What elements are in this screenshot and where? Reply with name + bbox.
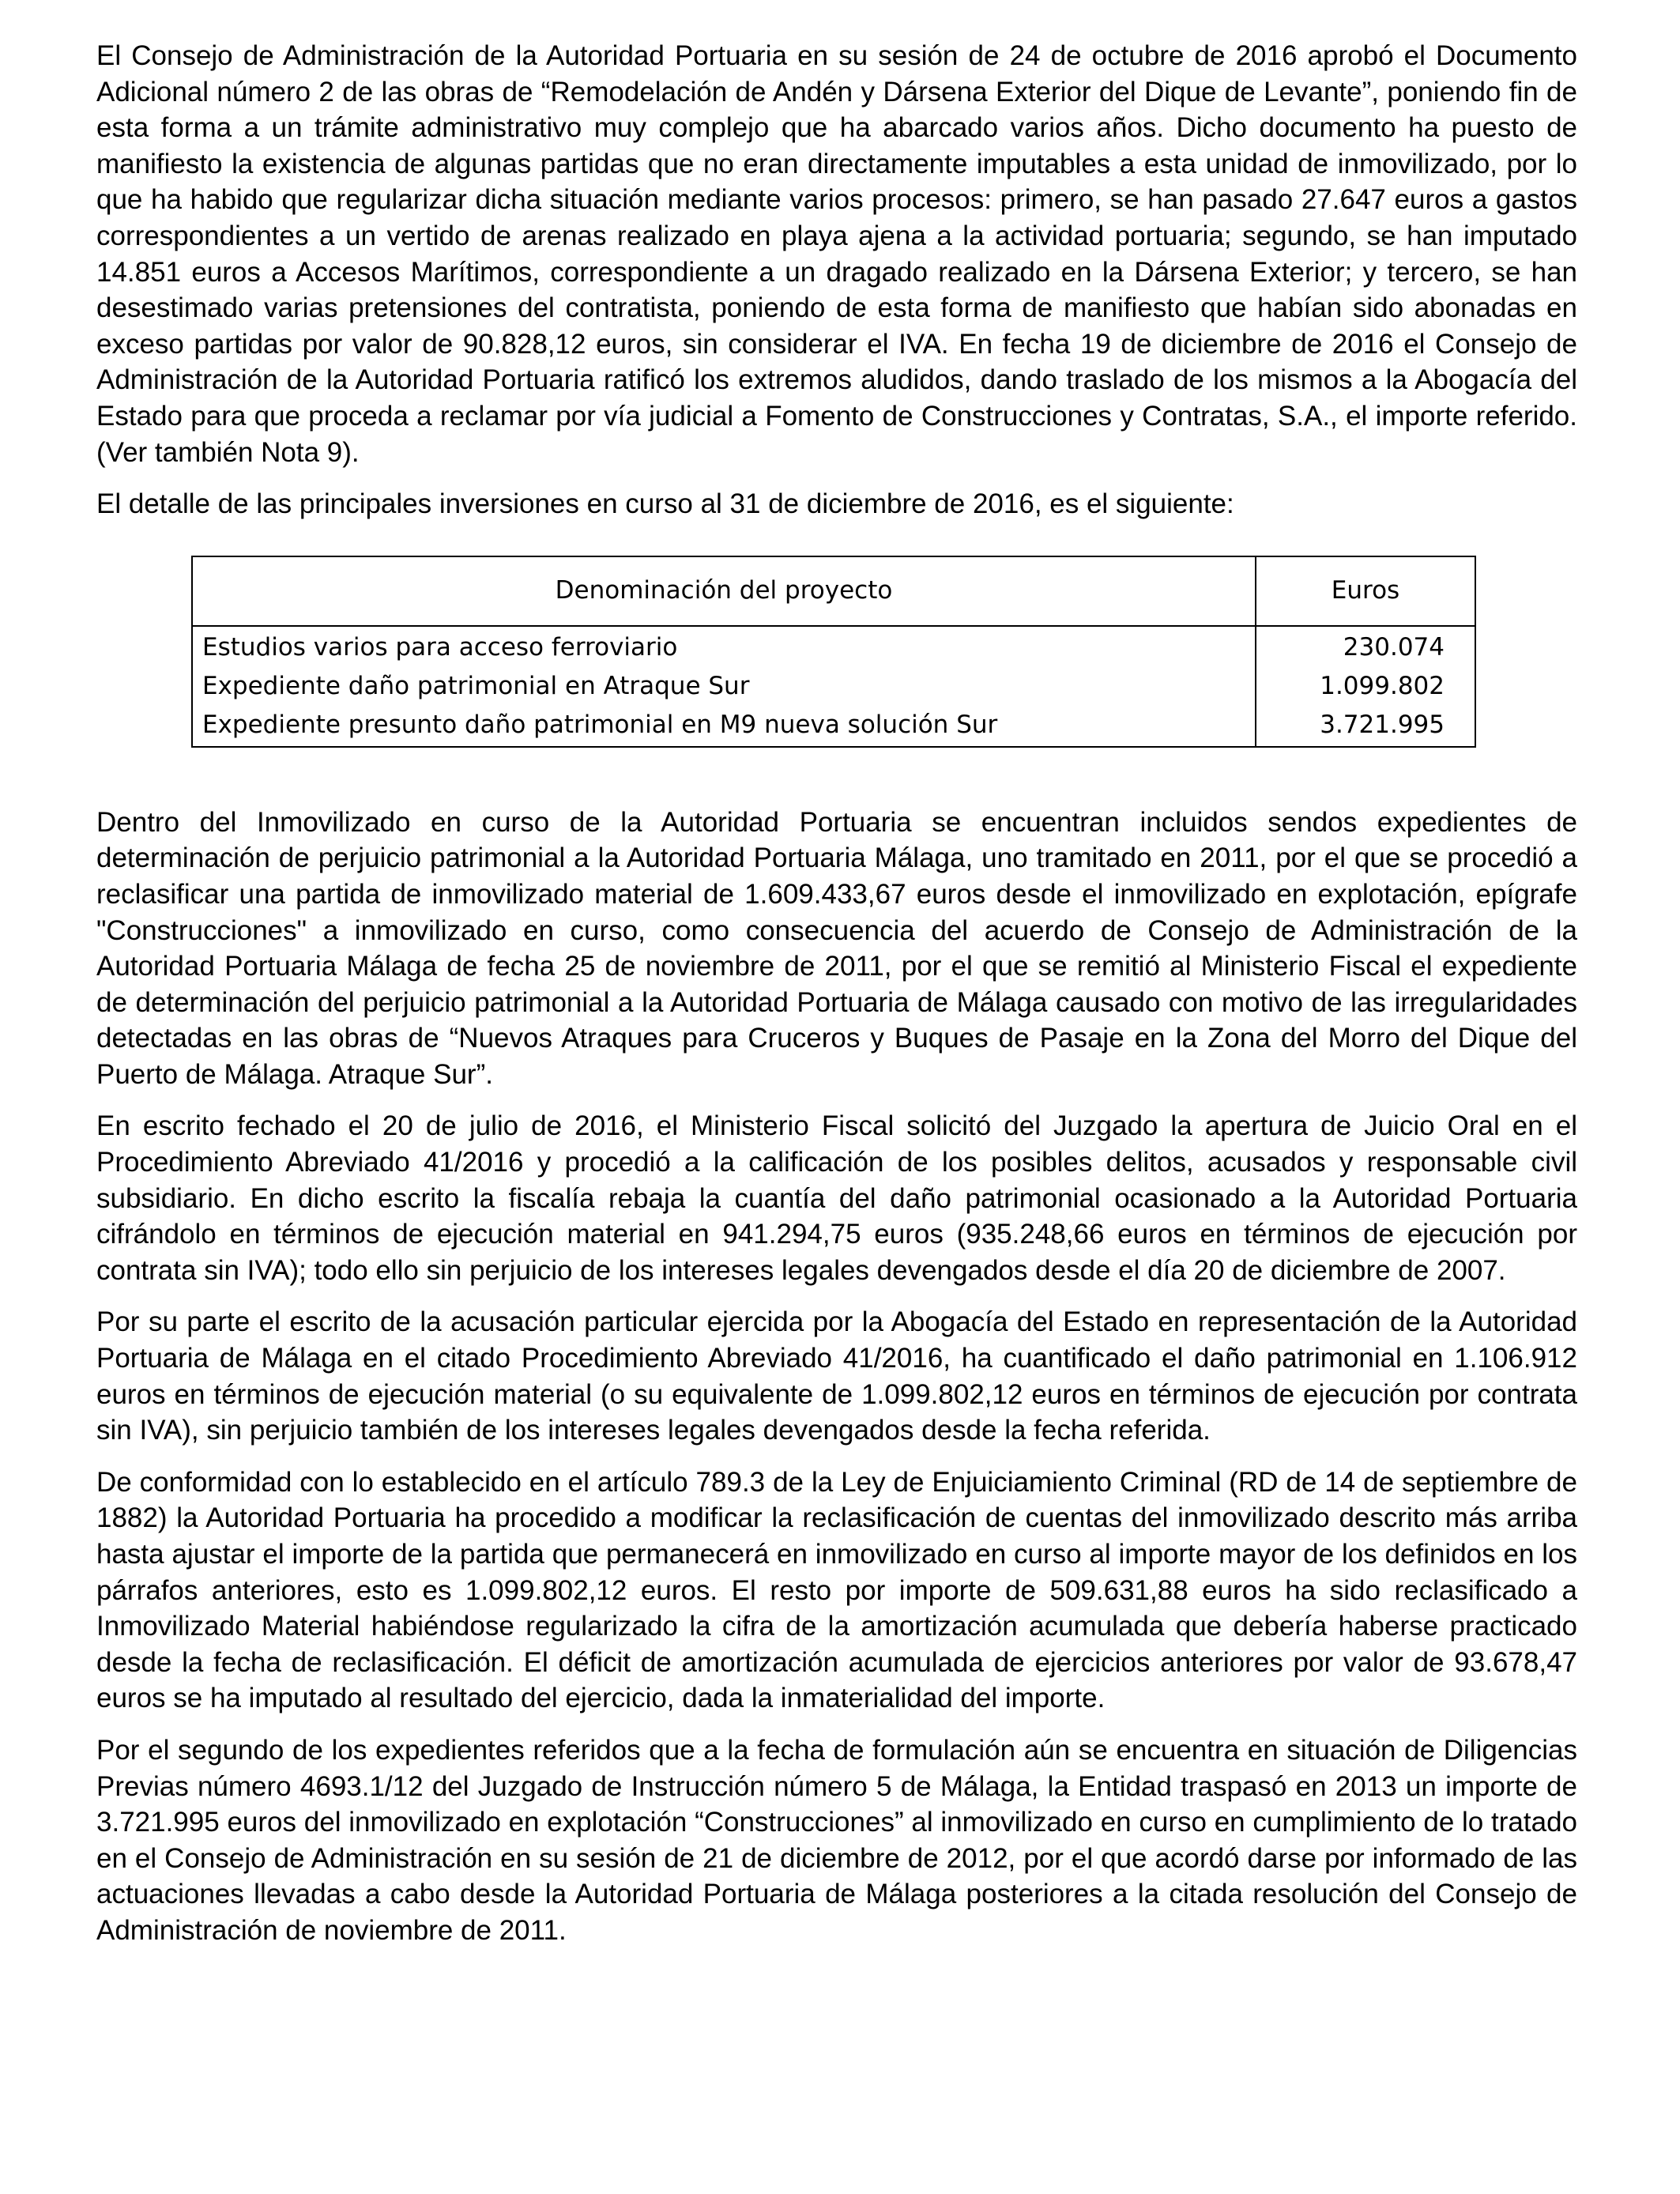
- paragraph-ministerio-fiscal: En escrito fechado el 20 de julio de 2016, el Ministerio Fiscal solicitó del Juzgado la apertura de Juicio Oral en el Procedimiento Abreviado 41/2016 y procedió a la calificación de los posibles delitos, acusados y responsable civil subsidiario. En dicho escrito la fiscalía rebaja la cuantía del daño patrimonial ocasionado a la Autoridad Portuaria cifrándolo en términos de ejecución material en 941.294,75 euros (935.248,66 euros en términos de ejecución por contrata sin IVA); todo ello sin perjuicio de los intereses legales devengados desde el día 20 de diciembre de 2007.: [96, 1110, 1577, 1286]
- investments-table: [191, 556, 1476, 748]
- paragraph-table-intro: El detalle de las principales inversiones en curso al 31 de diciembre de 2016, es el siguiente:: [96, 488, 1234, 520]
- paragraph-acusacion-particular: Por su parte el escrito de la acusación particular ejercida por la Abogacía del Estado en representación de la Autoridad Portuaria de Málaga en el citado Procedimiento Abreviado 41/2016, ha cuantificado el daño patrimonial en 1.106.912 euros en términos de ejecución material (o su equivalente de 1.099.802,12 euros en términos de ejecución por contrata sin IVA), sin perjuicio también de los intereses legales devengados desde la fecha referida.: [96, 1306, 1577, 1446]
- header-amount: Euros: [1256, 556, 1475, 626]
- document-page: [96, 38, 1577, 1949]
- paragraph-segundo-expediente: Por el segundo de los expedientes referidos que a la fecha de formulación aún se encuentra en situación de Diligencias Previas número 4693.1/12 del Juzgado de Instrucción número 5 de Málaga, la Entidad traspasó en 2013 un importe de 3.721.995 euros del inmovilizado en explotación “Construcciones” al inmovilizado en curso en cumplimiento de lo tratado en el Consejo de Administración en su sesión de 21 de diciembre de 2012, por el que acordó darse por informado de las actuaciones llevadas a cabo desde la Autoridad Portuaria de Málaga posteriores a la citada resolución del Consejo de Administración de noviembre de 2011.: [96, 1734, 1577, 1946]
- paragraph-ley-enjuiciamiento: De conformidad con lo establecido en el artículo 789.3 de la Ley de Enjuiciamiento Criminal (RD de 14 de septiembre de 1882) la Autoridad Portuaria ha procedido a modificar la reclasificación de cuentas del inmovilizado descrito más arriba hasta ajustar el importe de la partida que permanecerá en inmovilizado en curso al importe mayor de los definidos en los párrafos anteriores, esto es 1.099.802,12 euros. El resto por importe de 509.631,88 euros ha sido reclasificado a Inmovilizado Material habiéndose regularizado la cifra de la amortización acumulada que debería haberse practicado desde la fecha de reclasificación. El déficit de amortización acumulada de ejercicios anteriores por valor de 93.678,47 euros se ha imputado al resultado del ejercicio, dada la inmaterialidad del importe.: [96, 1466, 1577, 1714]
- investments-table-container: [191, 556, 1476, 748]
- table-body-row: [192, 626, 1475, 747]
- amounts-cell: [1256, 626, 1475, 747]
- project-names-cell: [192, 626, 1256, 747]
- table-row-name: Expediente daño patrimonial en Atraque Sur: [202, 671, 750, 700]
- table-row-name: Estudios varios para acceso ferroviario: [202, 632, 678, 662]
- header-project-name: Denominación del proyecto: [192, 556, 1256, 626]
- table-row-amount: 230.074: [1343, 632, 1445, 662]
- table-row-amount: 3.721.995: [1320, 710, 1445, 739]
- table-row-name: Expediente presunto daño patrimonial en M9 nueva solución Sur: [202, 710, 998, 739]
- table-header-row: [192, 556, 1475, 626]
- paragraph-inmovilizado-en-curso: Dentro del Inmovilizado en curso de la Autoridad Portuaria se encuentran incluidos sendos expedientes de determinación de perjuicio patrimonial a la Autoridad Portuaria Málaga, uno tramitado en 2011, por el que se procedió a reclasificar una partida de inmovilizado material de 1.609.433,67 euros desde el inmovilizado en explotación, epígrafe "Construcciones" a inmovilizado en curso, como consecuencia del acuerdo de Consejo de Administración de la Autoridad Portuaria Málaga de fecha 25 de noviembre de 2011, por el que se remitió al Ministerio Fiscal el expediente de determinación del perjuicio patrimonial a la Autoridad Portuaria de Málaga causado con motivo de las irregularidades detectadas en las obras de “Nuevos Atraques para Cruceros y Buques de Pasaje en la Zona del Morro del Dique del Puerto de Málaga. Atraque Sur”.: [96, 806, 1577, 1090]
- paragraph-documento-adicional: El Consejo de Administración de la Autoridad Portuaria en su sesión de 24 de octubre de 2016 aprobó el Documento Adicional número 2 de las obras de “Remodelación de Andén y Dársena Exterior del Dique de Levante”, poniendo fin de esta forma a un trámite administrativo muy complejo que ha abarcado varios años. Dicho documento ha puesto de manifiesto la existencia de algunas partidas que no eran directamente imputables a esta unidad de inmovilizado, por lo que ha habido que regularizar dicha situación mediante varios procesos: primero, se han pasado 27.647 euros a gastos correspondientes a un vertido de arenas realizado en playa ajena a la actividad portuaria; segundo, se han imputado 14.851 euros a Accesos Marítimos, correspondiente a un dragado realizado en la Dársena Exterior; y tercero, se han desestimado varias pretensiones del contratista, poniendo de esta forma de manifiesto que habían sido abonadas en exceso partidas por valor de 90.828,12 euros, sin considerar el IVA. En fecha 19 de diciembre de 2016 el Consejo de Administración de la Autoridad Portuaria ratificó los extremos aludidos, dando traslado de los mismos a la Abogacía del Estado para que proceda a reclamar por vía judicial a Fomento de Construcciones y Contratas, S.A., el importe referido. (Ver también Nota 9).: [96, 40, 1577, 468]
- table-row-amount: 1.099.802: [1320, 671, 1445, 700]
